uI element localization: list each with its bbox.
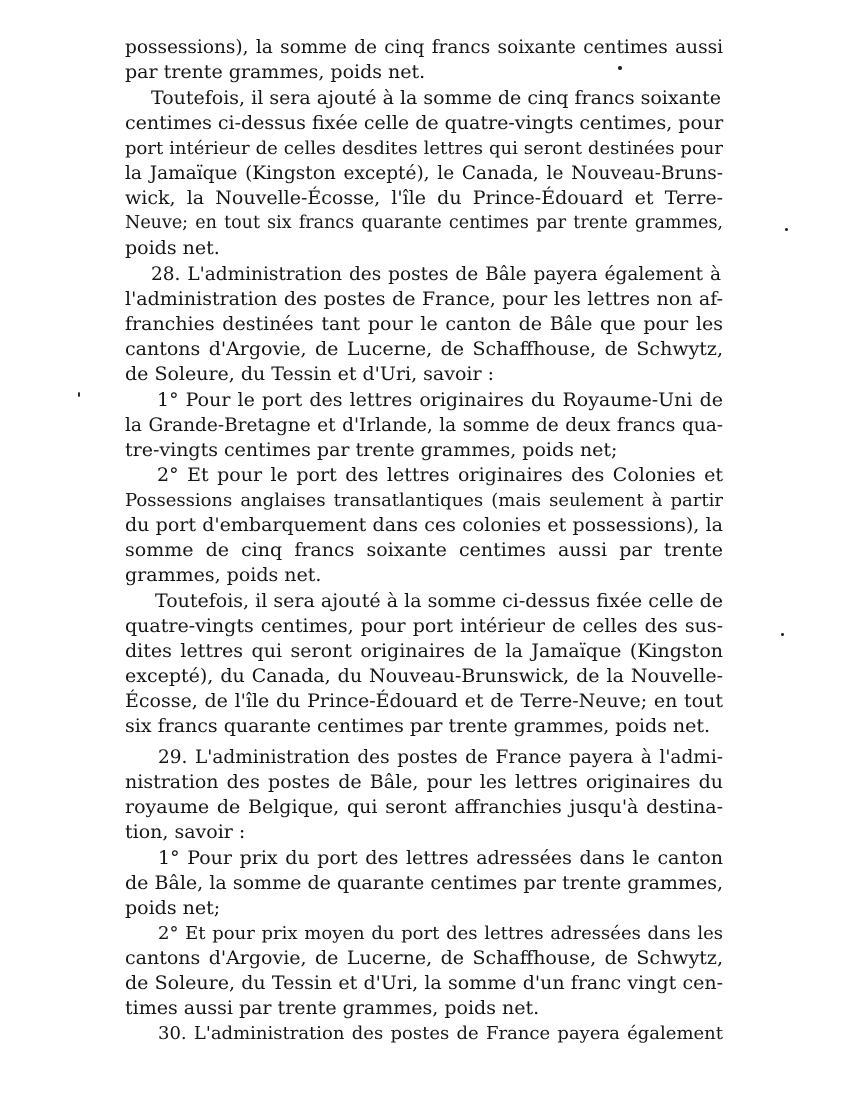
text-line: 30. L'administration des postes de France payera également <box>158 1023 723 1044</box>
text-line: six francs quarante centimes par trente grammes, poids net. <box>125 715 711 737</box>
text-line: de Soleure, du Tessin et d'Uri, savoir : <box>125 363 495 385</box>
text-line: centimes ci-dessus fixée celle de quatre-vingts centimes, pour <box>125 112 724 134</box>
text-line: royaume de Belgique, qui seront affranchies jusqu'à destina- <box>125 796 723 818</box>
text-line: 28. L'administration des postes de Bâle payera également à <box>151 264 721 285</box>
text-line: Toutefois, il sera ajouté à la somme de cinq francs soixante <box>151 87 722 109</box>
text-line: cantons d'Argovie, de Lucerne, de Schaffhouse, de Schwytz, <box>125 338 723 360</box>
text-line: par trente grammes, poids net. <box>125 61 426 83</box>
text-line: 2° Et pour prix moyen du port des lettres adressées dans les <box>158 923 723 944</box>
text-line: de Bâle, la somme de quarante centimes par trente grammes, <box>125 872 723 894</box>
scan-speck <box>781 633 784 636</box>
text-line: possessions), la somme de cinq francs soixante centimes aussi <box>125 37 723 58</box>
text-line: franchies destinées tant pour le canton de Bâle que pour les <box>125 313 723 335</box>
text-line: Neuve; en tout six francs quarante centimes par trente grammes, <box>125 213 723 233</box>
text-line: somme de cinq francs soixante centimes aussi par trente <box>125 539 723 561</box>
scan-speck <box>785 228 788 231</box>
text-line: Toutefois, il sera ajouté à la somme ci-dessus fixée celle de <box>155 590 723 612</box>
scan-speck <box>618 66 622 70</box>
text-line: tre-vingts centimes par trente grammes, poids net; <box>125 439 618 461</box>
text-line: poids net. <box>125 237 220 259</box>
text-line: dites lettres qui seront originaires de la Jamaïque (Kingston <box>125 640 723 662</box>
text-line: Possessions anglaises transatlantiques (mais seulement à partir <box>125 490 723 511</box>
text-line: 1° Pour prix du port des lettres adressées dans le canton <box>158 847 723 869</box>
text-line: 1° Pour le port des lettres originaires du Royaume-Uni de <box>157 389 723 411</box>
text-line: l'administration des postes de France, pour les lettres non af- <box>125 288 723 310</box>
text-line: Écosse, de l'île du Prince-Édouard et de Terre-Neuve; en tout <box>125 690 723 712</box>
text-line: quatre-vingts centimes, pour port intérieur de celles des sus- <box>125 615 723 637</box>
text-line: 29. L'administration des postes de France payera à l'admi- <box>158 747 723 768</box>
text-line: 2° Et pour le port des lettres originaires des Colonies et <box>157 464 723 486</box>
text-line: de Soleure, du Tessin et d'Uri, la somme d'un franc vingt cen- <box>125 972 723 994</box>
text-line: la Grande-Bretagne et d'Irlande, la somme de deux francs qua- <box>125 415 723 436</box>
text-line: cantons d'Argovie, de Lucerne, de Schaffhouse, de Schwytz, <box>125 947 723 969</box>
scan-speck <box>78 392 80 397</box>
text-line: grammes, poids net. <box>125 564 322 586</box>
text-line: la Jamaïque (Kingston excepté), le Canada, le Nouveau-Bruns- <box>125 163 723 184</box>
text-line: port intérieur de celles desdites lettres qui seront destinées pour <box>125 138 723 159</box>
text-line: poids net; <box>125 897 221 919</box>
text-line: nistration des postes de Bâle, pour les lettres originaires du <box>125 771 723 793</box>
text-line: du port d'embarquement dans ces colonies et possessions), la <box>125 514 723 536</box>
text-line: excepté), du Canada, du Nouveau-Brunswick, de la Nouvelle- <box>125 665 723 687</box>
text-line: wick, la Nouvelle-Écosse, l'île du Prince-Édouard et Terre- <box>125 187 723 209</box>
text-line: tion, savoir : <box>125 821 246 843</box>
text-line: times aussi par trente grammes, poids net. <box>125 997 540 1019</box>
